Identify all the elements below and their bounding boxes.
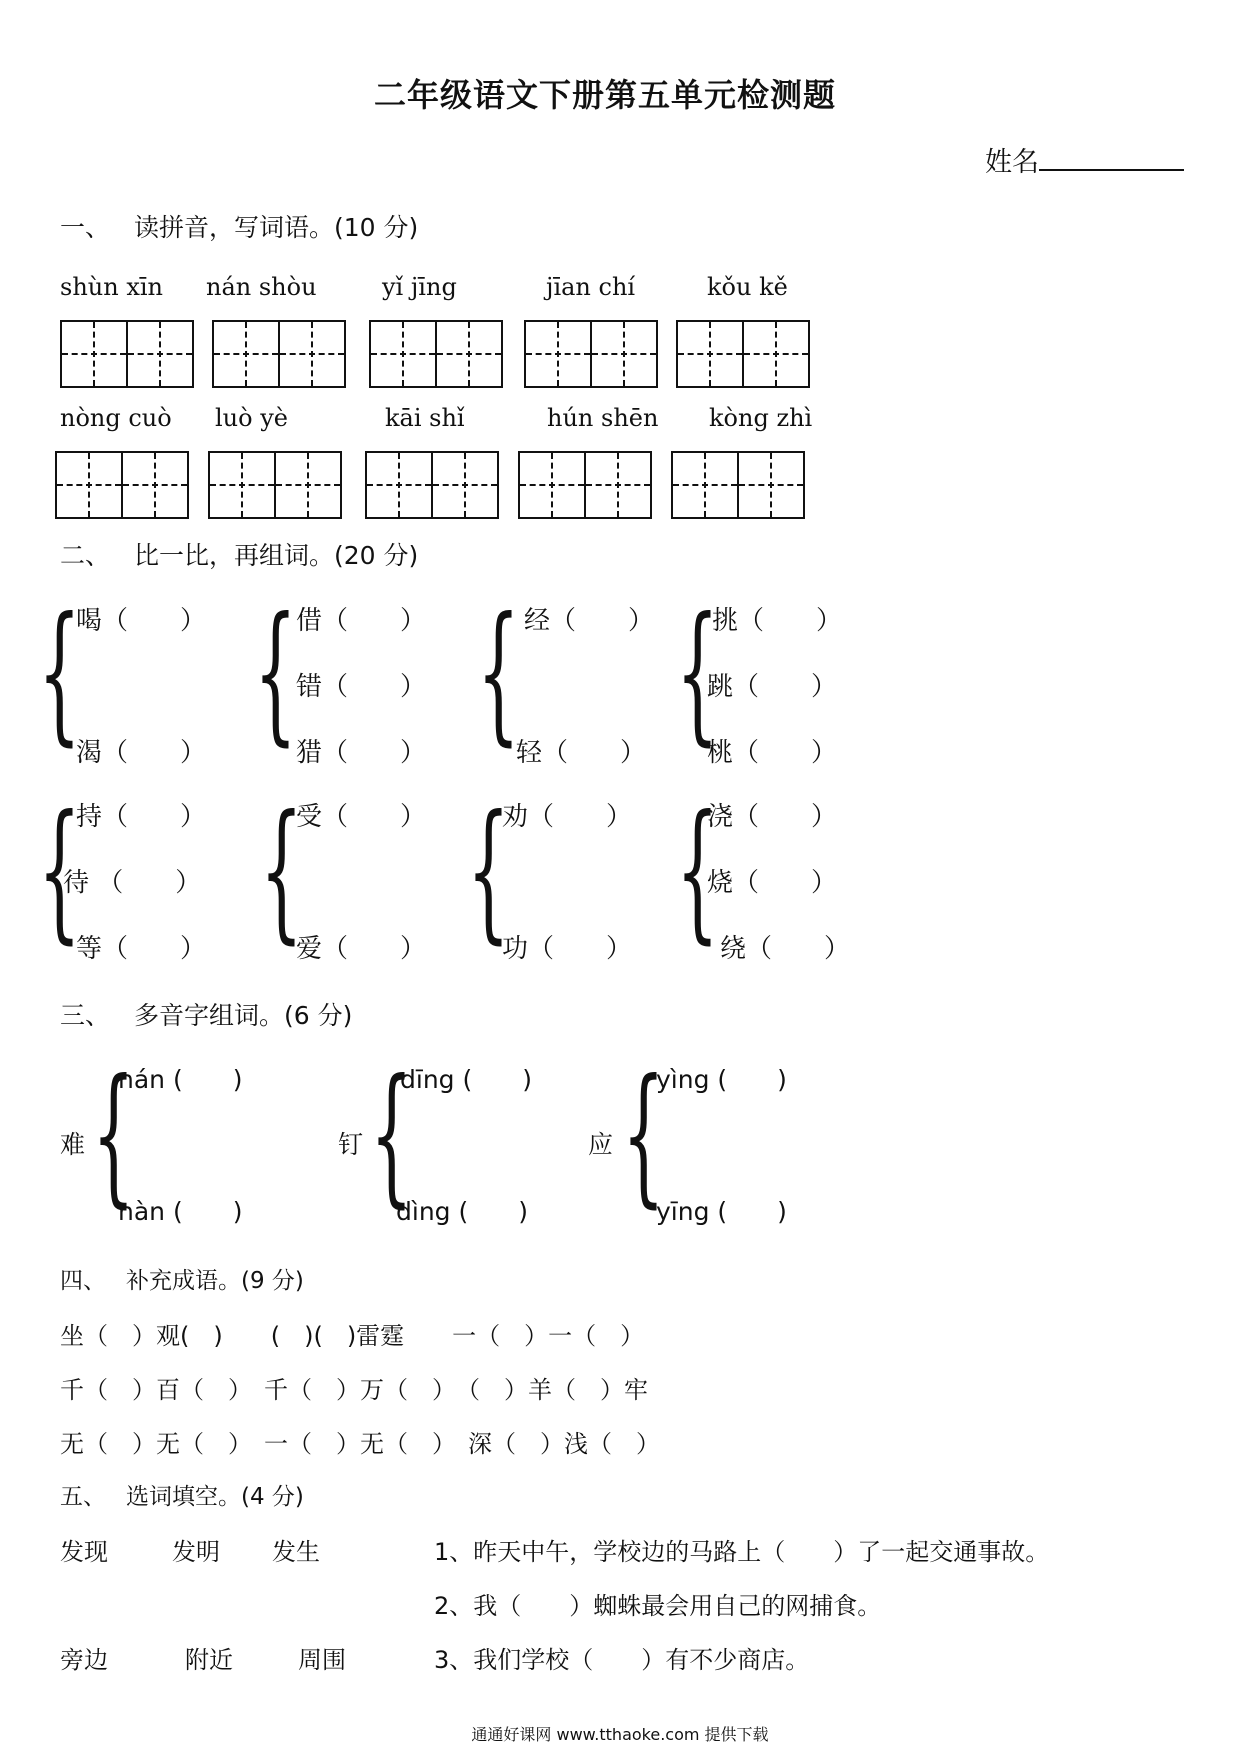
writing-grid[interactable] [671, 451, 805, 519]
compare-item: 绕（ ） [720, 934, 851, 964]
brace-icon: { [38, 784, 81, 958]
page-title: 二年级语文下册第五单元检测题 [373, 76, 836, 114]
section-number: 三、 [60, 1001, 111, 1030]
compare-item: 渴（ ） [76, 738, 207, 768]
pinyin-label: kāi shǐ [385, 404, 465, 432]
pinyin-label: kòng zhì [709, 404, 813, 432]
writing-grid[interactable] [518, 451, 652, 519]
poly-reading: nàn ( ) [118, 1197, 243, 1226]
compare-item: 劝（ ） [502, 802, 633, 832]
pinyin-row-1 [0, 273, 1240, 303]
pinyin-label: luò yè [215, 404, 288, 432]
section-4-heading [60, 1262, 304, 1295]
poly-reading: nán ( ) [118, 1065, 243, 1094]
pinyin-label: jīan chí [546, 273, 636, 301]
grid-cell[interactable] [435, 322, 501, 386]
fill-question-3: 3、我们学校（ ）有不少商店。 [434, 1646, 810, 1674]
brace-icon: { [477, 586, 520, 760]
grid-cell[interactable] [678, 322, 742, 386]
pinyin-label: shùn xīn [60, 273, 163, 301]
compare-item: 挑（ ） [712, 606, 843, 636]
section-text: 多音字组词。(6 分) [134, 1001, 353, 1030]
poly-char: 应 [588, 1130, 614, 1159]
name-label: 姓名 [985, 147, 1039, 178]
grid-cell[interactable] [520, 453, 584, 517]
choice-word: 发生 [272, 1538, 320, 1566]
poly-reading: yīng ( ) [656, 1197, 787, 1226]
pinyin-label: nán shòu [206, 273, 317, 301]
grid-cell[interactable] [274, 453, 340, 517]
writing-grid[interactable] [212, 320, 346, 388]
grid-cell[interactable] [210, 453, 274, 517]
compare-item: 桃（ ） [707, 738, 838, 768]
writing-grid[interactable] [60, 320, 194, 388]
pinyin-label: yǐ jīng [382, 273, 457, 301]
section-number: 一、 [60, 213, 111, 242]
brace-icon: { [467, 784, 510, 958]
brace-icon: { [38, 586, 81, 760]
grid-cell[interactable] [371, 322, 435, 386]
compare-item: 待 （ ） [63, 868, 202, 898]
section-1-heading [60, 208, 418, 244]
writing-grid[interactable] [365, 451, 499, 519]
choice-word: 发明 [172, 1538, 220, 1566]
brace-icon: { [254, 586, 297, 760]
section-text: 读拼音，写词语。(10 分) [134, 213, 419, 242]
grid-cell[interactable] [584, 453, 650, 517]
brace-icon: { [260, 784, 303, 958]
brace-icon: { [92, 1048, 135, 1222]
section-3-heading [60, 996, 352, 1032]
name-field[interactable] [985, 140, 1184, 179]
writing-grid[interactable] [369, 320, 503, 388]
brace-icon: { [370, 1048, 413, 1222]
pinyin-row-2 [0, 404, 1240, 434]
pinyin-label: nòng cuò [60, 404, 172, 432]
grid-cell[interactable] [742, 322, 808, 386]
fill-question-2: 2、我（ ）蜘蛛最会用自己的网捕食。 [434, 1592, 882, 1620]
grid-cell[interactable] [431, 453, 497, 517]
fill-question-1: 1、昨天中午，学校边的马路上（ ）了一起交通事故。 [434, 1538, 1050, 1566]
compare-item: 爱（ ） [296, 934, 427, 964]
grid-cell[interactable] [57, 453, 121, 517]
grid-cell[interactable] [526, 322, 590, 386]
section-5-heading [60, 1478, 304, 1511]
compare-item: 烧（ ） [707, 868, 838, 898]
grid-cell[interactable] [367, 453, 431, 517]
grid-cell[interactable] [278, 322, 344, 386]
idiom-row: 千（ ）百（ ） 千（ ）万（ ） （ ）羊（ ）牢 [60, 1376, 648, 1404]
poly-reading: yìng ( ) [656, 1065, 787, 1094]
compare-item: 跳（ ） [707, 672, 838, 702]
grid-cell[interactable] [673, 453, 737, 517]
pinyin-label: kǒu kě [707, 273, 788, 301]
section-text: 选词填空。(4 分) [126, 1484, 304, 1510]
name-blank-line[interactable] [1039, 143, 1184, 171]
idiom-row: 无（ ）无（ ） 一（ ）无（ ） 深（ ）浅（ ） [60, 1430, 660, 1458]
poly-reading: dìng ( ) [396, 1197, 528, 1226]
compare-item: 借（ ） [296, 606, 427, 636]
grid-cell[interactable] [214, 322, 278, 386]
choice-word: 发现 [60, 1538, 108, 1566]
section-number: 四、 [60, 1268, 106, 1294]
writing-grid[interactable] [55, 451, 189, 519]
compare-item: 经（ ） [524, 606, 655, 636]
grid-cell[interactable] [62, 322, 126, 386]
grid-cell[interactable] [590, 322, 656, 386]
compare-item: 等（ ） [76, 934, 207, 964]
compare-item: 轻（ ） [516, 738, 647, 768]
compare-item: 浇（ ） [707, 802, 838, 832]
brace-icon: { [622, 1048, 665, 1222]
footer-credit: 通通好课网 www.tthaoke.com 提供下载 [471, 1725, 769, 1744]
section-number: 五、 [60, 1484, 106, 1510]
writing-grid[interactable] [208, 451, 342, 519]
section-number: 二、 [60, 541, 111, 570]
poly-char: 难 [60, 1130, 86, 1159]
brace-icon: { [676, 586, 719, 760]
writing-grid[interactable] [676, 320, 810, 388]
choice-word: 周围 [298, 1646, 346, 1674]
grid-cell[interactable] [737, 453, 803, 517]
brace-icon: { [676, 784, 719, 958]
grid-cell[interactable] [126, 322, 192, 386]
grid-cell[interactable] [121, 453, 187, 517]
section-text: 补充成语。(9 分) [126, 1268, 304, 1294]
pinyin-label: hún shēn [547, 404, 659, 432]
compare-item: 错（ ） [296, 672, 427, 702]
compare-item: 持（ ） [76, 802, 207, 832]
poly-reading: dīng ( ) [400, 1065, 532, 1094]
compare-item: 猎（ ） [296, 738, 427, 768]
choice-word: 旁边 [60, 1646, 108, 1674]
choice-word: 附近 [185, 1646, 233, 1674]
poly-char: 钉 [338, 1130, 364, 1159]
writing-grid[interactable] [524, 320, 658, 388]
compare-item: 功（ ） [502, 934, 633, 964]
section-text: 比一比，再组词。(20 分) [134, 541, 419, 570]
compare-item: 受（ ） [296, 802, 427, 832]
compare-item: 喝（ ） [76, 606, 207, 636]
section-2-heading [60, 536, 418, 572]
idiom-row: 坐（ ）观( ) ( )( )雷霆 一（ ）一（ ） [60, 1322, 645, 1350]
